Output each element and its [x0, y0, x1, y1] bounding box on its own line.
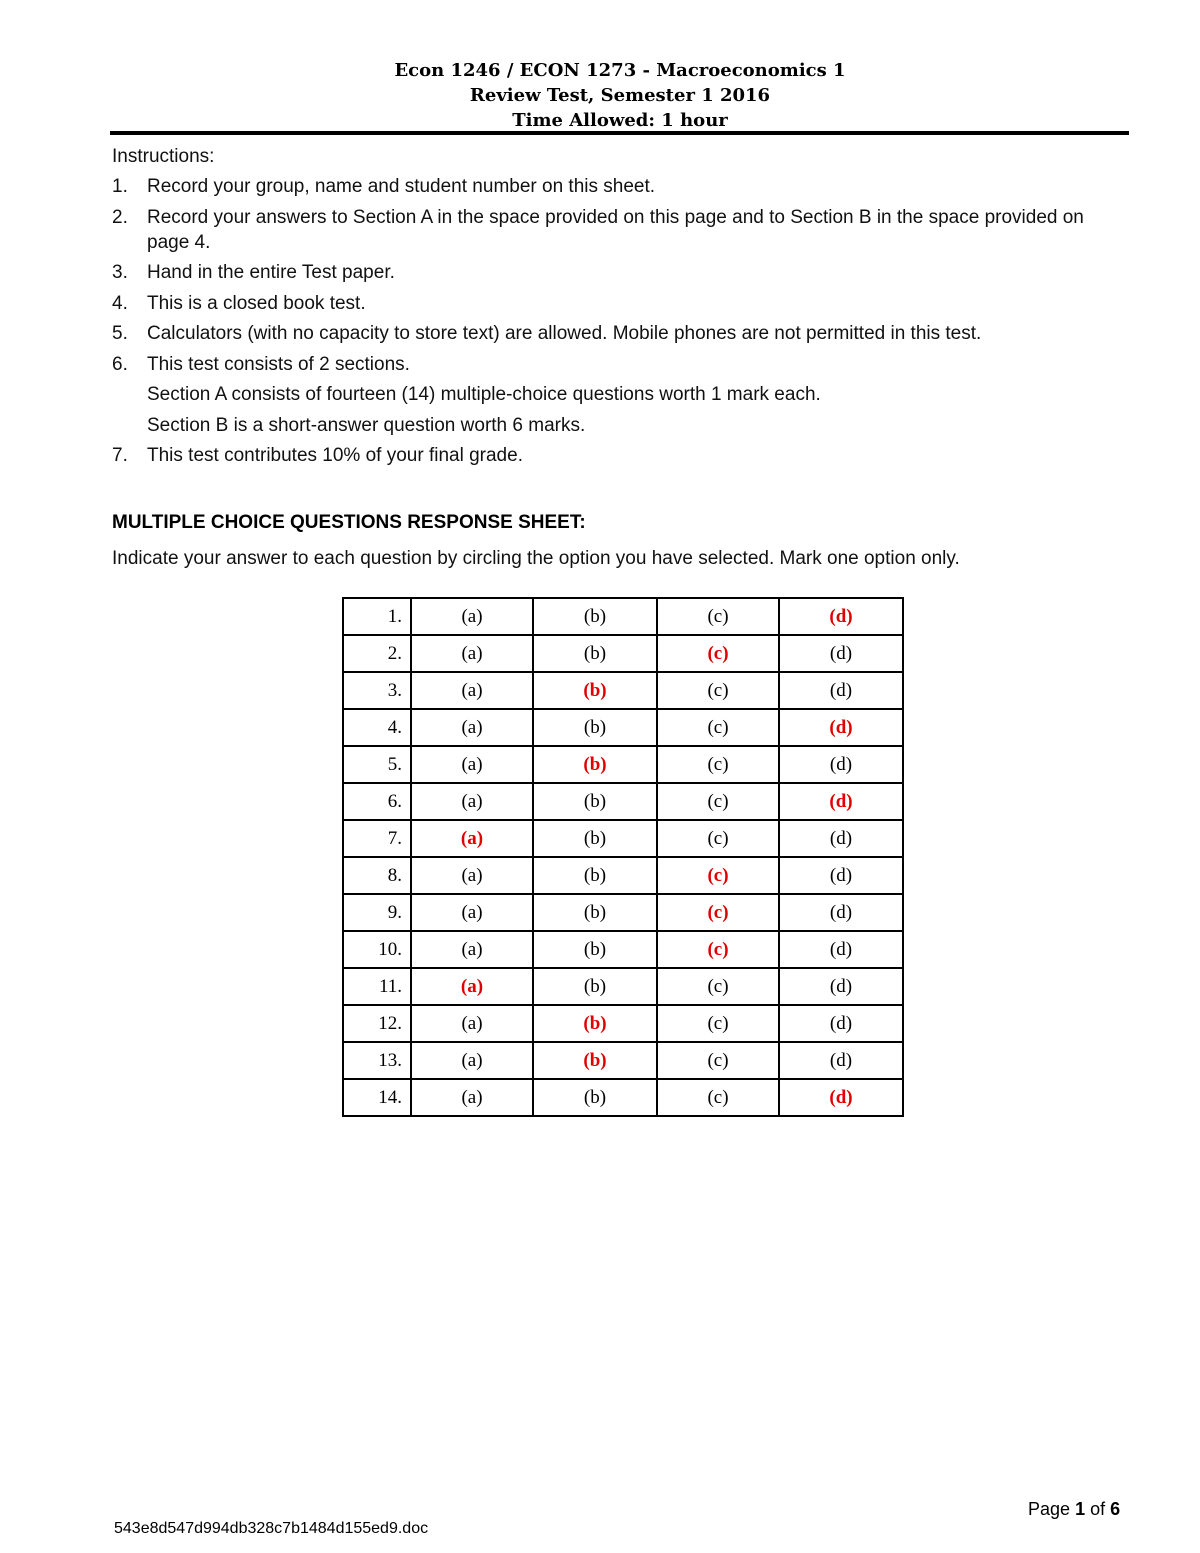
option-a[interactable]: (a) — [411, 857, 533, 894]
instruction-text: Calculators (with no capacity to store text) are allowed. Mobile phones are not permitted in this test. — [147, 323, 982, 344]
question-number: 3. — [343, 672, 411, 709]
mcq-title: MULTIPLE CHOICE QUESTIONS RESPONSE SHEET: — [112, 512, 586, 533]
option-d[interactable]: (d) — [779, 1005, 903, 1042]
option-d-selected[interactable]: (d) — [779, 783, 903, 820]
option-a[interactable]: (a) — [411, 1042, 533, 1079]
option-d[interactable]: (d) — [779, 857, 903, 894]
page-number — [1028, 1499, 1120, 1520]
option-c[interactable]: (c) — [657, 968, 779, 1005]
instructions-heading: Instructions: — [112, 146, 215, 167]
instruction-number: 7. — [112, 445, 128, 466]
response-row — [343, 598, 903, 635]
option-a[interactable]: (a) — [411, 746, 533, 783]
response-row — [343, 746, 903, 783]
question-number: 9. — [343, 894, 411, 931]
instruction-item — [112, 413, 1112, 438]
option-a[interactable]: (a) — [411, 1005, 533, 1042]
option-c[interactable]: (c) — [657, 783, 779, 820]
response-row — [343, 1079, 903, 1116]
option-d[interactable]: (d) — [779, 820, 903, 857]
option-b[interactable]: (b) — [533, 968, 657, 1005]
option-b-selected[interactable]: (b) — [533, 672, 657, 709]
instruction-text: Record your group, name and student number on this sheet. — [147, 176, 656, 197]
test-title: Review Test, Semester 1 2016 — [469, 85, 771, 106]
question-number: 1. — [343, 598, 411, 635]
question-number: 5. — [343, 746, 411, 783]
response-row — [343, 1042, 903, 1079]
option-a-selected[interactable]: (a) — [411, 968, 533, 1005]
instruction-text: Hand in the entire Test paper. — [147, 262, 395, 283]
option-d-selected[interactable]: (d) — [779, 598, 903, 635]
instruction-item — [112, 291, 1112, 316]
document-header — [0, 58, 1200, 133]
response-table — [342, 597, 904, 1117]
response-row — [343, 783, 903, 820]
option-b[interactable]: (b) — [533, 931, 657, 968]
response-row — [343, 709, 903, 746]
option-d[interactable]: (d) — [779, 931, 903, 968]
header-rule — [110, 131, 1129, 135]
page-total: 6 — [1110, 1499, 1121, 1519]
option-b[interactable]: (b) — [533, 783, 657, 820]
question-number: 10. — [343, 931, 411, 968]
option-a[interactable]: (a) — [411, 894, 533, 931]
option-b-selected[interactable]: (b) — [533, 1005, 657, 1042]
option-c[interactable]: (c) — [657, 1005, 779, 1042]
file-name: 543e8d547d994db328c7b1484d155ed9.doc — [114, 1520, 429, 1537]
option-c[interactable]: (c) — [657, 598, 779, 635]
option-d[interactable]: (d) — [779, 635, 903, 672]
option-b[interactable]: (b) — [533, 709, 657, 746]
question-number: 4. — [343, 709, 411, 746]
page-label: Page — [1028, 1499, 1071, 1519]
instruction-item — [112, 321, 1112, 346]
option-c[interactable]: (c) — [657, 820, 779, 857]
option-a[interactable]: (a) — [411, 931, 533, 968]
instruction-item — [112, 443, 1112, 468]
option-d[interactable]: (d) — [779, 672, 903, 709]
response-row — [343, 1005, 903, 1042]
option-c[interactable]: (c) — [657, 672, 779, 709]
option-b[interactable]: (b) — [533, 1079, 657, 1116]
option-a[interactable]: (a) — [411, 783, 533, 820]
option-b[interactable]: (b) — [533, 598, 657, 635]
option-d[interactable]: (d) — [779, 894, 903, 931]
instruction-item — [112, 382, 1112, 407]
option-d[interactable]: (d) — [779, 968, 903, 1005]
course-title: Econ 1246 / ECON 1273 - Macroeconomics 1 — [394, 60, 846, 81]
instruction-number: 3. — [112, 262, 128, 283]
response-row — [343, 968, 903, 1005]
question-number: 12. — [343, 1005, 411, 1042]
option-a[interactable]: (a) — [411, 672, 533, 709]
option-d-selected[interactable]: (d) — [779, 709, 903, 746]
option-a-selected[interactable]: (a) — [411, 820, 533, 857]
page-of: of — [1090, 1499, 1106, 1519]
instruction-number: 6. — [112, 353, 128, 375]
option-a[interactable]: (a) — [411, 709, 533, 746]
instructions-block — [112, 144, 1112, 474]
question-number: 7. — [343, 820, 411, 857]
question-number: 11. — [343, 968, 411, 1005]
option-c[interactable]: (c) — [657, 746, 779, 783]
mcq-instruction: Indicate your answer to each question by circling the option you have selected. Mark one option only. — [112, 548, 960, 569]
time-allowed: Time Allowed: 1 hour — [512, 110, 728, 131]
response-row — [343, 635, 903, 672]
option-c-selected[interactable]: (c) — [657, 931, 779, 968]
option-c[interactable]: (c) — [657, 1042, 779, 1079]
page-current: 1 — [1075, 1499, 1086, 1519]
option-b[interactable]: (b) — [533, 635, 657, 672]
instruction-number: 1. — [112, 176, 128, 197]
response-row — [343, 857, 903, 894]
instruction-item — [112, 205, 1112, 255]
option-a[interactable]: (a) — [411, 598, 533, 635]
instruction-number: 4. — [112, 292, 128, 314]
instruction-number: 2. — [112, 206, 128, 228]
question-number: 8. — [343, 857, 411, 894]
response-row — [343, 672, 903, 709]
option-b[interactable]: (b) — [533, 894, 657, 931]
instruction-item — [112, 352, 1112, 377]
question-number: 6. — [343, 783, 411, 820]
option-b[interactable]: (b) — [533, 820, 657, 857]
instructions-list — [112, 174, 1112, 468]
response-row — [343, 894, 903, 931]
instruction-number: 5. — [112, 323, 128, 344]
response-row — [343, 820, 903, 857]
instruction-text: Record your answers to Section A in the space provided on this page and to Section B in the space provided on page 4. — [147, 206, 1084, 253]
option-b-selected[interactable]: (b) — [533, 1042, 657, 1079]
option-a[interactable]: (a) — [411, 1079, 533, 1116]
option-c[interactable]: (c) — [657, 1079, 779, 1116]
instruction-text: This is a closed book test. — [147, 292, 366, 314]
question-number: 14. — [343, 1079, 411, 1116]
option-d-selected[interactable]: (d) — [779, 1079, 903, 1116]
option-b-selected[interactable]: (b) — [533, 746, 657, 783]
instruction-item — [112, 174, 1112, 199]
option-b[interactable]: (b) — [533, 857, 657, 894]
option-d[interactable]: (d) — [779, 1042, 903, 1079]
option-d[interactable]: (d) — [779, 746, 903, 783]
response-row — [343, 931, 903, 968]
option-c-selected[interactable]: (c) — [657, 894, 779, 931]
option-c[interactable]: (c) — [657, 709, 779, 746]
instruction-text: This test contributes 10% of your final grade. — [147, 445, 523, 466]
question-number: 13. — [343, 1042, 411, 1079]
instruction-number — [112, 413, 147, 438]
instruction-text: Section A consists of fourteen (14) multiple-choice questions worth 1 mark each. — [147, 384, 821, 405]
instruction-text: Section B is a short-answer question worth 6 marks. — [147, 414, 586, 436]
option-a[interactable]: (a) — [411, 635, 533, 672]
option-c-selected[interactable]: (c) — [657, 857, 779, 894]
instruction-number — [112, 382, 147, 407]
instruction-text: This test consists of 2 sections. — [147, 353, 410, 375]
instruction-item — [112, 260, 1112, 285]
option-c-selected[interactable]: (c) — [657, 635, 779, 672]
question-number: 2. — [343, 635, 411, 672]
